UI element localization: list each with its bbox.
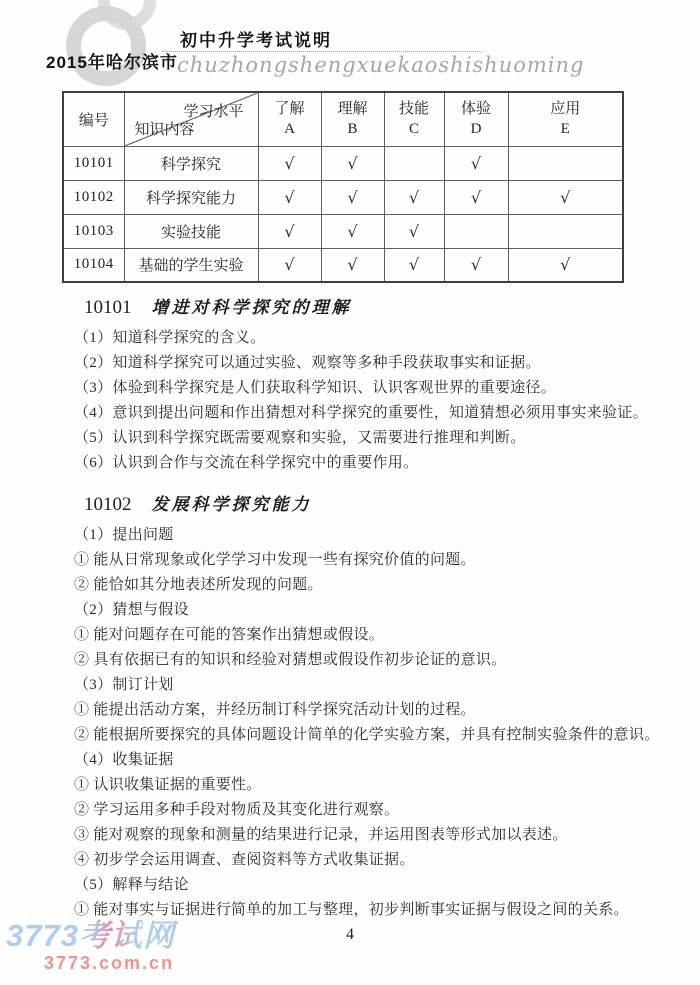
watermark-suffix: 网 [142, 918, 175, 953]
spec-item: ② 学习运用多种手段对物质及其变化进行观察。 [74, 802, 400, 818]
header-pinyin: chuzhongshengxuekaoshishuoming [177, 53, 585, 77]
row-id: 10101 [63, 146, 124, 180]
spec-item: ② 能恰如其分地表述所发现的问题。 [74, 577, 323, 593]
document-body [0, 281, 700, 923]
spec-item: （1）知道科学探究的含义。 [74, 330, 266, 346]
spec-item: ① 能对问题存在可能的答案作出猜想或假设。 [74, 627, 385, 643]
mark-cell: √ [444, 146, 508, 180]
header-divider [162, 51, 482, 52]
spec-item: ① 能对事实与证据进行简单的加工与整理，初步判断事实证据与假设之间的关系。 [74, 902, 629, 918]
spec-item: ① 能提出活动方案，并经历制订科学探究活动计划的过程。 [74, 702, 476, 718]
table-row [63, 180, 623, 214]
mark-cell: √ [508, 248, 623, 282]
spec-item: （3）制订计划 [74, 677, 174, 693]
mark-cell: √ [258, 214, 321, 248]
mark-cell: √ [258, 248, 321, 282]
row-id: 10102 [63, 180, 124, 214]
col-header-level-d: 体验 D [444, 92, 508, 146]
col-header-level-a: 了解 A [258, 92, 321, 146]
page-header [0, 0, 700, 90]
mark-cell: √ [258, 146, 321, 180]
mark-cell [444, 214, 508, 248]
spec-item: ② 具有依据已有的知识和经验对猜想或假设作初步论证的意识。 [74, 652, 507, 668]
row-content: 科学探究 [124, 146, 258, 180]
row-content: 基础的学生实验 [124, 248, 258, 282]
diagonal-label-bottom: 知识内容 [134, 121, 195, 138]
watermark-mid: 考试 [78, 918, 143, 953]
spec-item: （4）收集证据 [74, 752, 174, 768]
row-id: 10104 [63, 248, 124, 282]
section-number: 10102 [84, 494, 132, 515]
col-header-diagonal [124, 92, 258, 146]
section-heading [84, 490, 682, 517]
col-header-level-b: 理解 B [321, 92, 384, 146]
section-10102 [74, 490, 682, 923]
spec-item: （1）提出问题 [74, 527, 174, 543]
spec-item: ③ 能对观察的现象和测量的结果进行记录，并运用图表等形式加以表述。 [74, 827, 568, 843]
mark-cell: √ [321, 214, 384, 248]
knowledge-levels-table [62, 91, 624, 283]
mark-cell [508, 146, 623, 180]
table-row [63, 214, 623, 248]
mark-cell: √ [321, 248, 384, 282]
table-row [63, 146, 623, 180]
mark-cell: √ [258, 180, 321, 214]
mark-cell: √ [321, 180, 384, 214]
spec-item: （4）意识到提出问题和作出猜想对科学探究的重要性，知道猜想必须用事实来验证。 [74, 405, 648, 421]
header-title: 初中升学考试说明 [180, 31, 332, 50]
diagonal-label-top: 学习水平 [183, 104, 244, 120]
mark-cell: √ [384, 214, 444, 248]
table-header-row [63, 92, 623, 146]
logo-ring-large [66, 6, 146, 86]
section-heading [84, 293, 682, 320]
watermark-url: 3773.com.cn [44, 953, 175, 973]
mark-cell: √ [384, 180, 444, 214]
col-header-number: 编号 [63, 92, 124, 146]
mark-cell: √ [508, 180, 623, 214]
mark-cell: √ [321, 146, 384, 180]
section-title: 增进对科学探究的理解 [151, 298, 352, 317]
table-row [63, 248, 623, 282]
mark-cell: √ [444, 248, 508, 282]
spec-item: （3）体验到科学探究是人们获取科学知识、认识客观世界的重要途径。 [74, 380, 557, 396]
col-header-level-e: 应用 E [508, 92, 623, 146]
mark-cell: √ [444, 180, 508, 214]
header-year-city: 2015年哈尔滨市 [46, 53, 178, 72]
spec-item: （6）认识到合作与交流在科学探究中的重要作用。 [74, 455, 419, 471]
section-number: 10101 [84, 297, 132, 318]
spec-item: （2）猜想与假设 [74, 602, 189, 618]
mark-cell [508, 214, 623, 248]
row-content: 科学探究能力 [124, 180, 258, 214]
row-id: 10103 [63, 214, 124, 248]
mark-cell [384, 146, 444, 180]
section-10101 [74, 293, 682, 476]
spec-item: ② 能根据所要探究的具体问题设计简单的化学实验方案，并具有控制实验条件的意识。 [74, 727, 660, 743]
section-title: 发展科学探究能力 [151, 495, 312, 514]
spec-item: ① 认识收集证据的重要性。 [74, 777, 262, 793]
watermark-prefix: 3773 [6, 918, 79, 953]
spec-item: ④ 初步学会运用调查、查阅资料等方式收集证据。 [74, 852, 415, 868]
page-number: 4 [346, 926, 354, 943]
spec-item: （5）认识到科学探究既需要观察和实验，又需要进行推理和判断。 [74, 430, 526, 446]
spec-item: （5）解释与结论 [74, 877, 189, 893]
spec-item: （2）知道科学探究可以通过实验、观察等多种手段获取事实和证据。 [74, 355, 541, 371]
mark-cell: √ [384, 248, 444, 282]
spec-item: ① 能从日常现象或化学学习中发现一些有探究价值的问题。 [74, 552, 476, 568]
row-content: 实验技能 [124, 214, 258, 248]
col-header-level-c: 技能 C [384, 92, 444, 146]
